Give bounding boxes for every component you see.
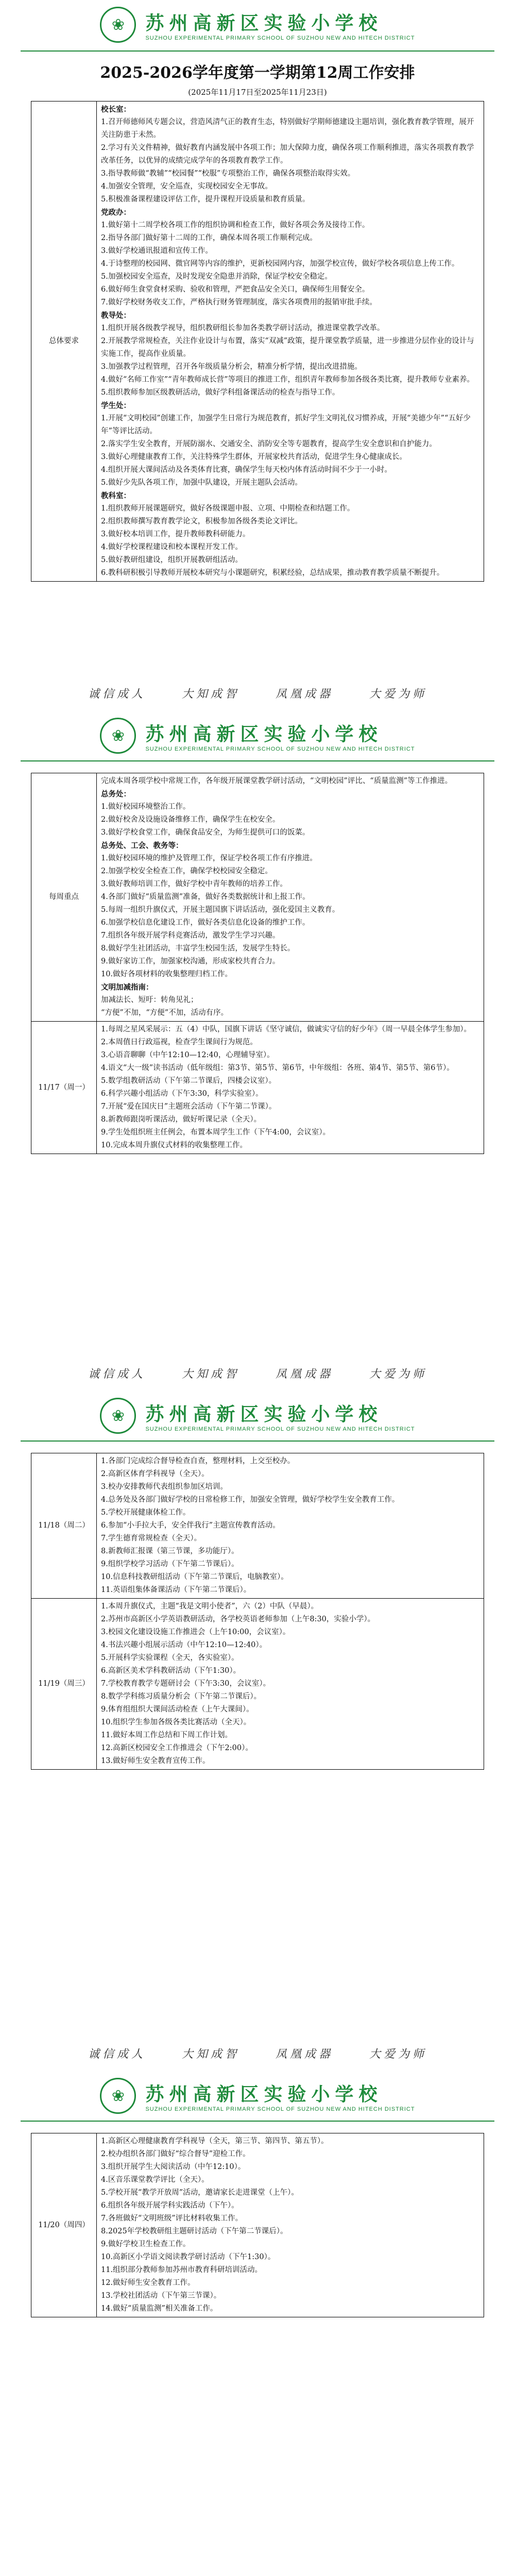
schedule-line: 1.开展“文明校园”创建工作，加强学生日常行为规范教育，抓好学生文明礼仪习惯养成，开展“美德少年”“五好少年”等评比活动。 xyxy=(101,414,471,435)
schedule-line: 13.学校社团活动（下午第三节课）。 xyxy=(101,2292,221,2300)
schedule-line: 教导处： xyxy=(101,311,131,320)
schedule-line: 党政办： xyxy=(101,208,131,217)
motto-bar xyxy=(0,675,515,711)
schedule-line: 8.2025年学校教研组主题研讨活动（下午第二节课后）。 xyxy=(101,2227,288,2235)
schedule-line: 5.做好少先队各项工作，加强中队建设，开展主题队会活动。 xyxy=(101,479,302,487)
day-label: 11/18（周二） xyxy=(31,1453,97,1599)
schedule-line: 10.做好各项材料的收集整理归档工作。 xyxy=(101,970,233,978)
motto-item: 大知成智 xyxy=(181,687,239,701)
schedule-line: 3.心语音聊聊（中午12:10—12:40，心理辅导室）。 xyxy=(101,1051,274,1059)
school-name-en: SUZHOU EXPERIMENTAL PRIMARY SCHOOL OF SUZHOU NEW AND HITECH DISTRICT xyxy=(145,35,415,41)
day-label: 11/17（周一） xyxy=(31,1022,97,1154)
motto-item: 大爱为师 xyxy=(369,2047,427,2061)
motto-item: 大知成智 xyxy=(181,1367,239,1381)
header-rule xyxy=(21,760,494,761)
week-content xyxy=(97,773,484,1022)
school-emblem-icon: ❀ xyxy=(100,2078,136,2114)
schedule-line: 14.做好“质量监测”相关准备工作。 xyxy=(101,2304,218,2313)
schedule-line: 6.教科研积极引导教师开展校本研究与小课题研究，积累经验，总结成果，推动教育教学质量不断提升。 xyxy=(101,569,444,577)
schedule-line: 总务处： xyxy=(101,790,131,799)
schedule-line: 3.校园文化建设设施工作推进会（上午10:00，会议室）。 xyxy=(101,1628,290,1636)
schedule-line: 6.高新区美术学科教研活动（下午1:30）。 xyxy=(101,1667,241,1675)
motto-item: 凤凰成器 xyxy=(276,1367,334,1381)
schedule-line: 9.做好家访工作，加强家校沟通，形成家校共育合力。 xyxy=(101,957,280,965)
schedule-line: 8.做好学生社团活动，丰富学生校园生活，发展学生特长。 xyxy=(101,944,295,953)
school-name: 苏州高新区实验小学校 xyxy=(145,2083,383,2105)
schedule-line: 12.高新区校园安全工作推进会（下午2:00）。 xyxy=(101,1744,253,1752)
schedule-line: 2.开展教学常规检查，关注作业设计与布置，落实“双减”政策，提升课堂教学质量，进一步推进分层作业的设计与实施工作，提高作业质量。 xyxy=(101,337,474,358)
schedule-line: 2.苏州市高新区小学英语教研活动，各学校英语老师参加（上午8:30，实验小学）。 xyxy=(101,1615,375,1623)
school-name: 苏州高新区实验小学校 xyxy=(145,1403,383,1425)
schedule-line: 1.召开师德师风专题会议，营造风清气正的教育生态，特别做好学期师德建设主题培训，强化教育教学管理，展开关注防患于未然。 xyxy=(101,118,474,139)
page-2 xyxy=(0,675,515,760)
schedule-line: 2.落实学生安全教育，开展防溺水、交通安全、消防安全等专题教育，提高学生安全意识和自护能力。 xyxy=(101,440,437,448)
overview-table xyxy=(31,101,484,582)
schedule-line: 7.学生德育常规检查（全天）。 xyxy=(101,1534,202,1543)
overview-content xyxy=(97,101,484,582)
page-3 xyxy=(0,1355,515,1440)
day-label: 11/20（周四） xyxy=(31,2133,97,2317)
schedule-line: 1.做好校园环境整治工作。 xyxy=(101,803,191,811)
schedule-line: 5.做好教研组建设，组织开展教研组活动。 xyxy=(101,556,243,564)
schedule-line: 9.做好学校卫生检查工作。 xyxy=(101,2240,191,2248)
schedule-line: 5.每周一组织升旗仪式，开展主题国旗下讲话活动，强化爱国主义教育。 xyxy=(101,906,340,914)
motto-bar xyxy=(0,2035,515,2071)
letterhead xyxy=(0,2071,515,2121)
overview-label: 总体要求 xyxy=(31,101,97,582)
header-rule xyxy=(21,1440,494,1442)
schedule-line: 5.加强校园安全巡查，及时发现安全隐患并消除，保证学校安全稳定。 xyxy=(101,273,332,281)
schedule-line: 文明加减指南： xyxy=(101,983,153,992)
schedule-line: 4.做好学校课程建设和校本课程开发工作。 xyxy=(101,543,243,551)
schedule-line: 3.校办安排教师代表组织参加区培训。 xyxy=(101,1483,228,1491)
motto-item: 大爱为师 xyxy=(369,1367,427,1381)
schedule-line: 2.本周值日行政巡视，检查学生课间行为规范。 xyxy=(101,1038,258,1046)
schedule-line: 4.区音乐课堂教学评比（全天）。 xyxy=(101,2176,209,2184)
schedule-line: 8.新教师跟岗听课活动，做好听课记录（全天）。 xyxy=(101,1115,262,1124)
schedule-line: 3.加强教学过程管理，召开各年级质量分析会，精准分析学情，提出改进措施。 xyxy=(101,363,362,371)
motto-item: 大爱为师 xyxy=(369,687,427,701)
schedule-line: 7.开展“爱在国庆日”主题班会活动（下午第二节课）。 xyxy=(101,1103,277,1111)
letterhead xyxy=(0,1391,515,1440)
schedule-line: 10.完成本周升旗仪式材料的收集整理工作。 xyxy=(101,1141,248,1149)
schedule-line: 3.做好心理健康教育工作，关注特殊学生群体，开展家校共育活动，促进学生身心健康成长。 xyxy=(101,453,407,461)
schedule-line: 10.高新区小学语文阅读教学研讨活动（下午1:30）。 xyxy=(101,2253,276,2261)
page-1 xyxy=(0,0,515,97)
schedule-line: 4.组织开展大课间活动及各类体育比赛，确保学生每天校内体育活动时间不少于一小时。 xyxy=(101,466,392,474)
schedule-line: 1.做好校园环境的维护及管理工作，保证学校各项工作有序推进。 xyxy=(101,854,317,862)
day-content xyxy=(97,1022,484,1154)
schedule-line: 3.做好校本培训工作，提升教师教科研能力。 xyxy=(101,530,250,538)
schedule-line: 9.体育组组织大课间活动检查（上午大课间）。 xyxy=(101,1705,254,1714)
schedule-line: 4.语文“大一级”读书活动（低年级组：第3节、第5节、第6节，中年级组：各班、第4节、第5节、第6节）。 xyxy=(101,1064,454,1072)
day-table xyxy=(31,1453,484,1770)
schedule-line: 6.加强学校信息化建设工作，做好各类信息化设备的维护工作。 xyxy=(101,919,310,927)
schedule-line: 2.校办组织各部门做好“综合督导”迎检工作。 xyxy=(101,2150,250,2158)
schedule-line: 教科室： xyxy=(101,492,131,500)
schedule-line: 1.每周之星风采展示：五（4）中队，国旗下讲话《坚守诚信，做诚实守信的好少年》（周一早晨全体学生参加）。 xyxy=(101,1025,472,1033)
schedule-line: 11.英语组集体备课活动（下午第二节课后）。 xyxy=(101,1586,251,1594)
schedule-line: 3.做好教师培训工作，做好学校中青年教师的培养工作。 xyxy=(101,880,287,888)
schedule-line: 3.做好学校食堂工作，确保食品安全，为师生提供可口的饭菜。 xyxy=(101,828,310,837)
schedule-line: 加减法长、短吁：转角见礼； xyxy=(101,996,198,1004)
schedule-line: 5.数学组教研活动（下午第二节课后，四楼会议室）。 xyxy=(101,1077,277,1085)
letterhead xyxy=(0,0,515,49)
schedule-line: 6.科学兴趣小组活动（下午3:30，科学实验室）。 xyxy=(101,1090,263,1098)
schedule-line: 6.组织各年级开展学科实践活动（下午）。 xyxy=(101,2201,239,2210)
motto-item: 诚信成人 xyxy=(88,687,146,701)
schedule-line: 1.高新区心理健康教育学科视导（全天，第三节、第四节、第五节）。 xyxy=(101,2137,329,2145)
schedule-line: 2.指导各部门做好第十二周的工作，确保本周各项工作顺利完成。 xyxy=(101,234,317,242)
motto-item: 诚信成人 xyxy=(88,2047,146,2061)
schedule-line: 4.加强安全管理，安全巡查，实现校园安全无事故。 xyxy=(101,182,272,191)
schedule-line: 1.组织开展各级教学视导，组织教研组长参加各类教学研讨活动，推进课堂教学改革。 xyxy=(101,324,385,332)
day-content xyxy=(97,1453,484,1599)
schedule-line: 9.学生处组织班主任例会，布置本周学生工作（下午4:00，会议室）。 xyxy=(101,1128,331,1137)
motto-item: 凤凰成器 xyxy=(276,687,334,701)
schedule-line: 7.学校教育教学专题研讨会（下午3:30，会议室）。 xyxy=(101,1680,271,1688)
schedule-line: 4.各部门做好“质量监测”准备，做好各类数据统计和上报工作。 xyxy=(101,893,310,901)
school-name: 苏州高新区实验小学校 xyxy=(145,723,383,745)
document-title: 2025-2026学年度第一学期第12周工作安排 xyxy=(100,64,415,82)
schedule-line: 5.积极准备课程建设评估工作，提升课程开设质量和教育质量。 xyxy=(101,195,310,204)
school-name: 苏州高新区实验小学校 xyxy=(145,12,383,34)
header-rule xyxy=(21,50,494,52)
motto-item: 大知成智 xyxy=(181,2047,239,2061)
schedule-line: 11.组织部分教师参加苏州市教育科研培训活动。 xyxy=(101,2266,263,2274)
letterhead xyxy=(0,711,515,760)
document-subtitle: (2025年11月17日至2025年11月23日) xyxy=(188,88,327,97)
schedule-line: 4.做好“名师工作室”“青年教师成长营”等项目的推进工作，组织青年教师参加各级各类比赛，提升教师专业素养。 xyxy=(101,376,474,384)
schedule-line: 学生处： xyxy=(101,401,131,410)
schedule-line: 5.学校开展健康体检工作。 xyxy=(101,1509,191,1517)
schedule-line: 4.总务处及各部门做好学校的日常检修工作，加强安全管理，做好学校学生安全教育工作。 xyxy=(101,1496,400,1504)
schedule-line: 4.书法兴趣小组展示活动（中午12:10—12:40）。 xyxy=(101,1641,267,1649)
school-emblem-icon: ❀ xyxy=(100,718,136,754)
school-emblem-icon: ❀ xyxy=(100,1398,136,1434)
schedule-line: 5.组织教师参加区级教研活动，做好学科组备课活动的检查与指导工作。 xyxy=(101,388,340,397)
schedule-line: 10.信息科技教研组活动（下午第二节课后，电脑教室）。 xyxy=(101,1573,288,1581)
schedule-line: 1.做好第十二周学校各项工作的组织协调和检查工作，做好各项会务及接待工作。 xyxy=(101,221,370,229)
schedule-line: 8.数学学科练习质量分析会（下午第二节课后）。 xyxy=(101,1692,262,1701)
schedule-line: 3.做好学校通讯报道和宣传工作。 xyxy=(101,247,213,255)
schedule-line: 1.各部门完成综合督导检查自查，整理材料，上交至校办。 xyxy=(101,1457,295,1465)
header-rule xyxy=(21,2121,494,2122)
schedule-line: 13.做好师生安全教育宣传工作。 xyxy=(101,1757,210,1765)
schedule-line: 2.做好校舍及设施设备维修工作，确保学生在校安全。 xyxy=(101,816,280,824)
day-label: 11/19（周三） xyxy=(31,1599,97,1770)
schedule-line: 2.组织教师撰写教育教学论文，积极参加各级各类论文评比。 xyxy=(101,517,302,526)
motto-item: 诚信成人 xyxy=(88,1367,146,1381)
schedule-line: 总务处、工会、教务等： xyxy=(101,841,183,850)
school-emblem-icon: ❀ xyxy=(100,7,136,43)
school-name-en: SUZHOU EXPERIMENTAL PRIMARY SCHOOL OF SUZHOU NEW AND HITECH DISTRICT xyxy=(145,1426,415,1432)
schedule-line: 2.加强学校安全检查工作，确保学校校园安全稳定。 xyxy=(101,867,272,875)
page-4 xyxy=(0,2035,515,2121)
schedule-line: 3.指导教师做“教辅”“校园餐”“校服”专项整治工作，确保各项整治取得实效。 xyxy=(101,170,355,178)
schedule-line: 完成本周各项学校中常规工作，各年级开展课堂教学研讨活动，“文明校园”评比、“质量监测”等工作推进。 xyxy=(101,777,453,785)
schedule-line: 7.组织各年级开展学科竞赛活动，激发学生学习兴趣。 xyxy=(101,931,280,940)
schedule-line: 1.本周升旗仪式，主题“我是文明小使者”，六（2）中队（早晨）。 xyxy=(101,1602,319,1611)
motto-bar xyxy=(0,1355,515,1391)
schedule-line: 7.各班做好“文明班级”评比材料收集工作。 xyxy=(101,2214,243,2223)
schedule-line: 11.做好本周工作总结和下周工作计划。 xyxy=(101,1731,233,1739)
schedule-line: 5.开展科学实验课程（全天，各实验室）。 xyxy=(101,1654,239,1662)
schedule-line: 2.高新区体育学科视导（全天）。 xyxy=(101,1470,209,1478)
schedule-line: 9.组织学校学习活动（下午第二节课后）。 xyxy=(101,1560,239,1568)
school-name-en: SUZHOU EXPERIMENTAL PRIMARY SCHOOL OF SUZHOU NEW AND HITECH DISTRICT xyxy=(145,2106,415,2112)
day-content xyxy=(97,1599,484,1770)
schedule-line: 12.做好师生安全教育工作。 xyxy=(101,2279,195,2287)
schedule-line: 1.组织教师开展课题研究，做好各级课题申报、立项、中期检查和结题工作。 xyxy=(101,504,355,513)
schedule-line: 6.参加“小手拉大手，安全伴我行”主题宣传教育活动。 xyxy=(101,1521,280,1530)
schedule-line: 4.于诗整理的校园网、微官网等内容的维护，更新校园网内容，加强学校宣传，做好学校各项信息上传工作。 xyxy=(101,260,459,268)
schedule-line: 8.新教师汇报课（第三节课，多功能厅）。 xyxy=(101,1547,239,1555)
schedule-line: 3.组织开展学生大阅读活动（中午12:10）。 xyxy=(101,2163,246,2171)
schedule-line: 2.学习有关文件精神，做好教育内涵发展中各项工作；加大保障力度，确保各项工作顺利推进，落实各项教育教学改革任务，以优异的成绩完成学年的各项教育教学工作。 xyxy=(101,144,474,165)
schedule-line: 校长室： xyxy=(101,105,131,114)
day-content xyxy=(97,2133,484,2317)
schedule-line: “方便”不加，“方便”不加，活动有序。 xyxy=(101,1009,229,1017)
week-label: 每周重点 xyxy=(31,773,97,1022)
schedule-line: 5.学校开展“教学开放周”活动，邀请家长走进课堂（上午）。 xyxy=(101,2189,299,2197)
school-name-en: SUZHOU EXPERIMENTAL PRIMARY SCHOOL OF SUZHOU NEW AND HITECH DISTRICT xyxy=(145,745,415,752)
schedule-line: 6.做好师生食堂食材采购、验收和管理，严把食品安全关口，确保师生用餐安全。 xyxy=(101,285,370,294)
day-table xyxy=(31,2133,484,2317)
schedule-line: 7.做好学校财务收支工作，严格执行财务管理制度，落实各项费用的报销审批手续。 xyxy=(101,298,377,307)
week-table xyxy=(31,773,484,1154)
schedule-line: 10.组织学生参加各级各类比赛活动（全天）。 xyxy=(101,1718,251,1726)
motto-item: 凤凰成器 xyxy=(276,2047,334,2061)
